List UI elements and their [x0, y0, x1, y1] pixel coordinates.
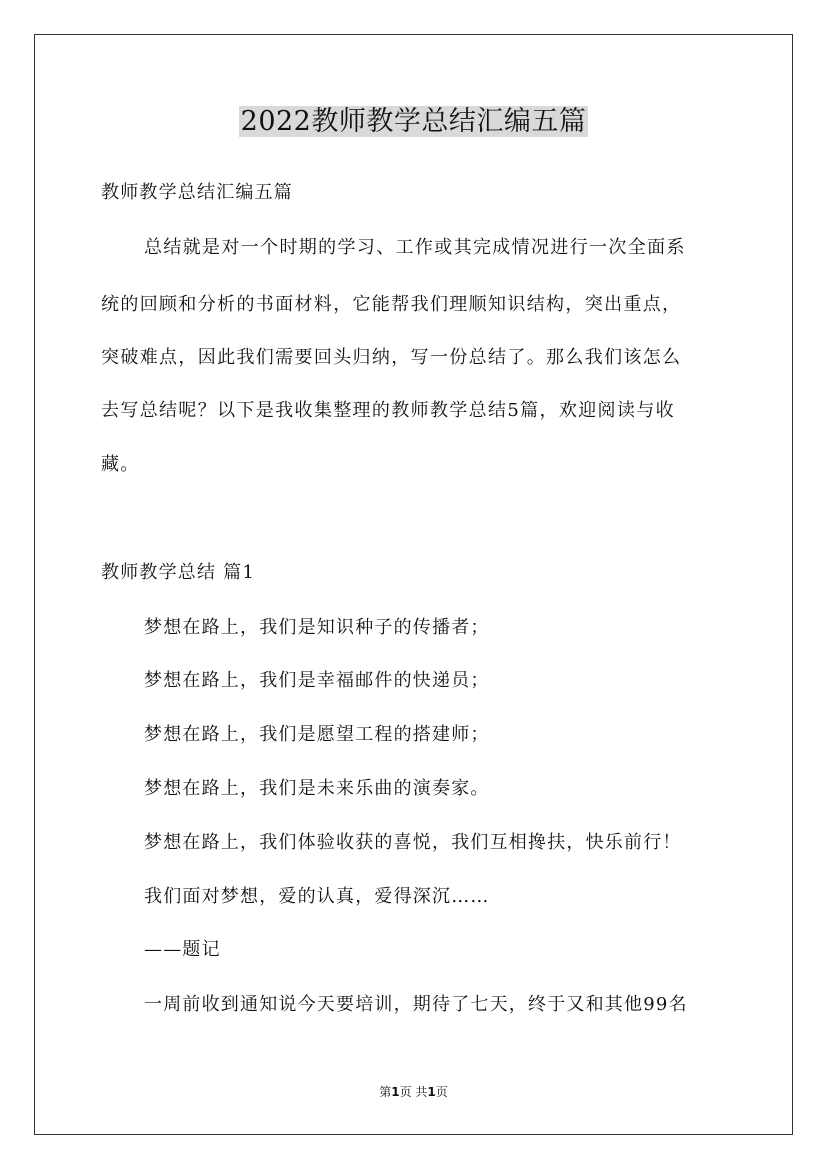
footer-total-pages: 1 — [427, 1085, 436, 1099]
section-paragraph: 梦想在路上，我们是未来乐曲的演奏家。 — [144, 778, 490, 799]
footer-suffix: 页 — [435, 1085, 448, 1099]
footer-middle: 页 共 — [399, 1085, 428, 1099]
intro-line: 去写总结呢？以下是我收集整理的教师教学总结5篇，欢迎阅读与收 — [101, 400, 675, 421]
epigraph-signature: ——题记 — [144, 939, 221, 960]
section-heading: 教师教学总结 篇1 — [101, 562, 255, 583]
section-paragraph: 梦想在路上，我们体验收获的喜悦，我们互相搀扶，快乐前行！ — [144, 832, 682, 853]
intro-line: 藏。 — [101, 454, 140, 475]
document-subtitle: 教师教学总结汇编五篇 — [101, 182, 293, 203]
section-paragraph: 我们面对梦想，爱的认真，爱得深沉…… — [144, 886, 490, 907]
section-paragraph: 一周前收到通知说今天要培训，期待了七天，终于又和其他99名 — [144, 994, 688, 1015]
document-title-text: 2022教师教学总结汇编五篇 — [240, 106, 587, 137]
section-paragraph: 梦想在路上，我们是幸福邮件的快递员； — [144, 670, 490, 691]
section-paragraph: 梦想在路上，我们是愿望工程的搭建师； — [144, 724, 490, 745]
document-title — [0, 100, 827, 144]
section-paragraph: 梦想在路上，我们是知识种子的传播者； — [144, 617, 490, 638]
intro-line: 突破难点，因此我们需要回头归纳，写一份总结了。那么我们该怎么 — [101, 347, 682, 368]
footer-prefix: 第 — [379, 1085, 392, 1099]
intro-line: 统的回顾和分析的书面材料，它能帮我们理顺知识结构，突出重点， — [101, 294, 682, 315]
footer-page-number: 1 — [391, 1085, 400, 1099]
page-footer — [0, 1083, 827, 1101]
intro-line: 总结就是对一个时期的学习、工作或其完成情况进行一次全面系 — [144, 237, 686, 258]
